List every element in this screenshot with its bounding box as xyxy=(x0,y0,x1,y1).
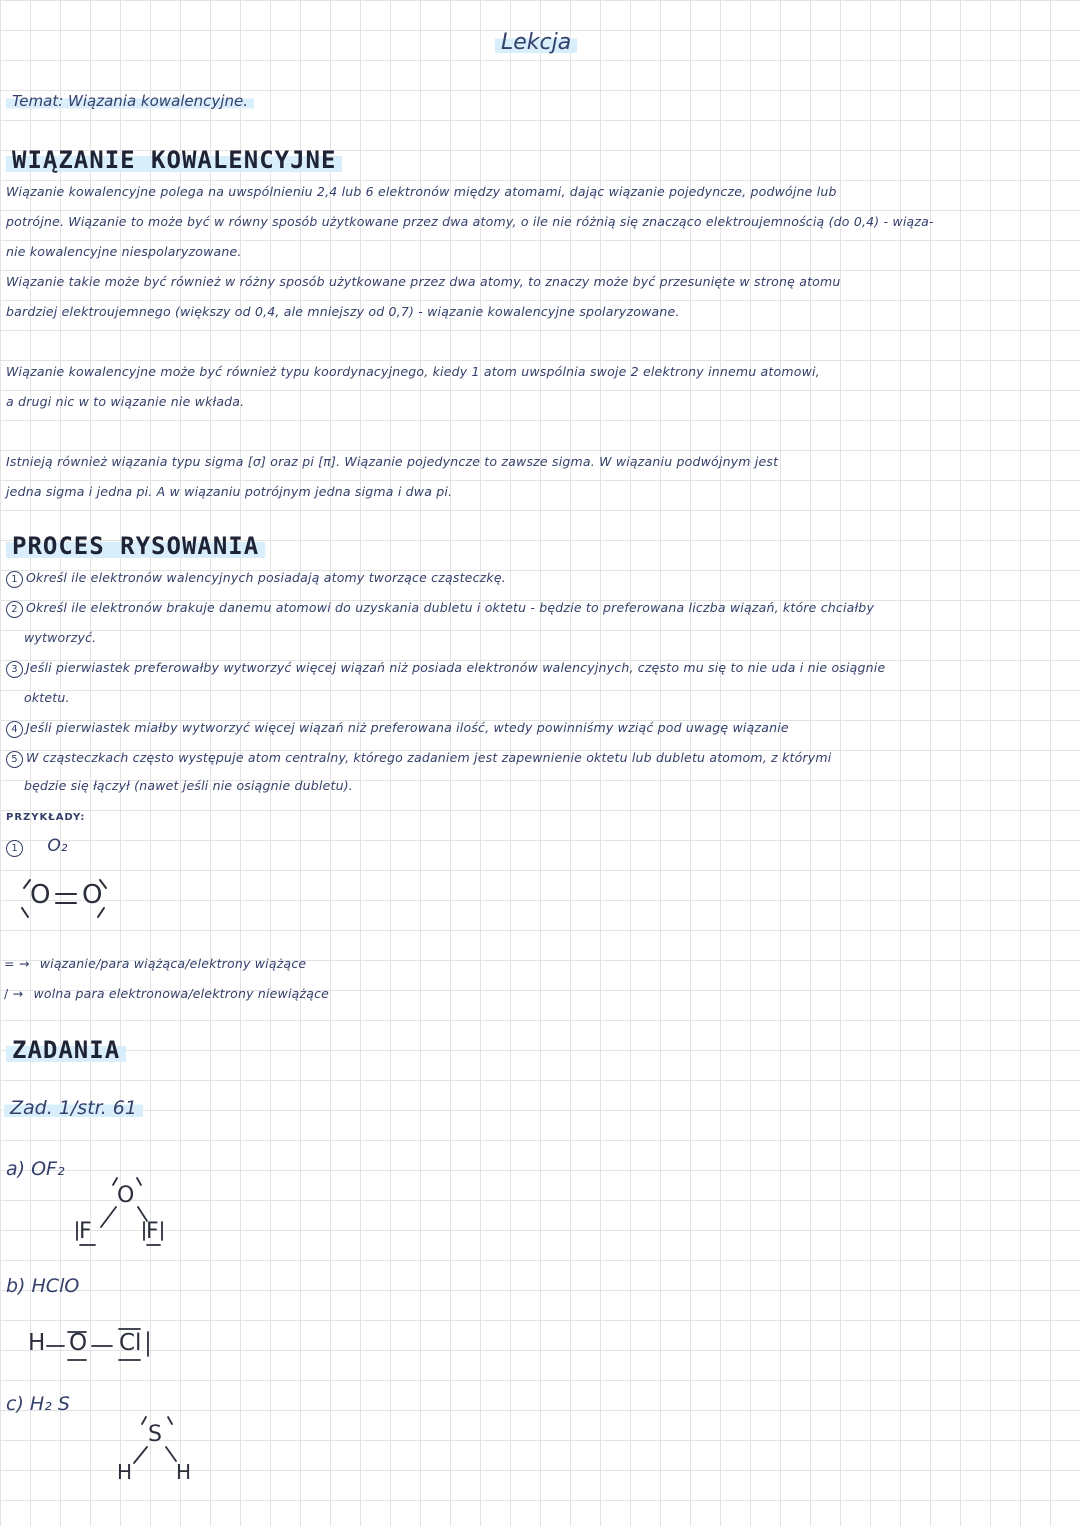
text-line: Wiązanie kowalencyjne polega na uwspólnieniu 2,4 lub 6 elektronów między atomami, dając wiązanie pojedyncze, podwójne lub xyxy=(6,184,837,199)
text-line: nie kowalencyjne niespolaryzowane. xyxy=(6,244,242,259)
text-line: Wiązanie kowalencyjne może być również typu koordynacyjnego, kiedy 1 atom uwspólnia swoje 2 elektrony innemu atomowi, xyxy=(6,364,820,379)
of2-left-f: F xyxy=(79,1219,92,1244)
step-2: 2 Określ ile elektronów brakuje danemu atomowi do uzyskania dubletu i oktetu - będzie to preferowana liczba wiązań, które chciałby xyxy=(6,600,874,618)
task-reference: Zad. 1/str. 61 xyxy=(4,1097,143,1119)
step-5: 5 W cząsteczkach często występuje atom centralny, którego zadaniem jest zapewnienie oktetu lub dubletu atomom, z którymi xyxy=(6,750,831,768)
heading-covalent: WIĄZANIE KOWALENCYJNE xyxy=(6,146,342,174)
example-1: 1 O₂ xyxy=(6,836,68,857)
task-a-label: a) OF₂ xyxy=(6,1158,65,1180)
of2-right-f: F xyxy=(146,1219,159,1244)
legend-bond-symbol: = → xyxy=(4,956,30,971)
step-1: 1 Określ ile elektronów walencyjnych posiadają atomy tworzące cząsteczkę. xyxy=(6,570,506,588)
text-line: Istnieją również wiązania typu sigma [σ] oraz pi [π]. Wiązanie pojedyncze to zawsze sigma. W wiązaniu podwójnym jest xyxy=(6,454,779,469)
step-5-cont: będzie się łączył (nawet jeśli nie osiągnie dubletu). xyxy=(24,778,353,793)
task-c-label: c) H₂ S xyxy=(6,1393,70,1415)
step-number: 2 xyxy=(6,601,23,618)
page-label: Lekcja xyxy=(495,30,577,55)
text-line: bardziej elektroujemnego (większy od 0,4, ale mniejszy od 0,7) - wiązanie kowalencyjne spolaryzowane. xyxy=(6,304,680,319)
hclo-cl: Cl xyxy=(119,1330,142,1356)
hclo-h: H xyxy=(28,1330,46,1356)
examples-label: PRZYKŁADY: xyxy=(6,812,86,823)
step-number: 3 xyxy=(6,661,23,678)
step-4: 4 Jeśli pierwiastek miałby wytworzyć więcej wiązań niż preferowana ilość, wtedy powinniśmy wziąć pod uwagę wiązanie xyxy=(6,720,789,738)
step-3: 3 Jeśli pierwiastek preferowałby wytworzyć więcej wiązań niż posiada elektronów walencyjnych, często mu się to nie uda i nie osiągnie xyxy=(6,660,885,678)
h2s-left-h: H xyxy=(117,1460,133,1484)
heading-process: PROCES RYSOWANIA xyxy=(6,532,265,560)
step-number: 1 xyxy=(6,571,23,588)
step-number: 4 xyxy=(6,721,23,738)
legend-bond: = → wiązanie/para wiążąca/elektrony wiążące xyxy=(4,956,307,971)
of2-center-o: O xyxy=(117,1183,135,1208)
text-line: potrójne. Wiązanie to może być w równy sposób użytkowane przez dwa atomy, o ile nie różnią się znacząco elektroujemnością (do 0,4) - wiąza- xyxy=(6,214,934,229)
text-line: Wiązanie takie może być również w różny sposób użytkowane przez dwa atomy, to znaczy może być przesunięte w stronę atomu xyxy=(6,274,841,289)
h2s-center-s: S xyxy=(148,1422,162,1447)
task-b-label: b) HClO xyxy=(6,1275,80,1297)
text-line: a drugi nic w to wiązanie nie wkłada. xyxy=(6,394,245,409)
o2-atom-right: O xyxy=(82,880,103,910)
topic-line: Temat: Wiązania kowalencyjne. xyxy=(6,92,254,110)
o2-atom-left: O xyxy=(30,880,51,910)
h2s-bonds-drawing xyxy=(0,0,1,1)
legend-lone-pair: / → wolna para elektronowa/elektrony niewiążące xyxy=(4,986,330,1001)
step-number: 5 xyxy=(6,751,23,768)
hclo-o: O xyxy=(69,1330,88,1356)
h2s-right-h: H xyxy=(176,1460,192,1484)
heading-tasks: ZADANIA xyxy=(6,1036,126,1064)
step-3-cont: oktetu. xyxy=(24,690,70,705)
text-line: jedna sigma i jedna pi. A w wiązaniu potrójnym jedna sigma i dwa pi. xyxy=(6,484,453,499)
legend-lone-pair-symbol: / → xyxy=(4,986,24,1001)
example-number: 1 xyxy=(6,840,23,857)
step-2-cont: wytworzyć. xyxy=(24,630,97,645)
